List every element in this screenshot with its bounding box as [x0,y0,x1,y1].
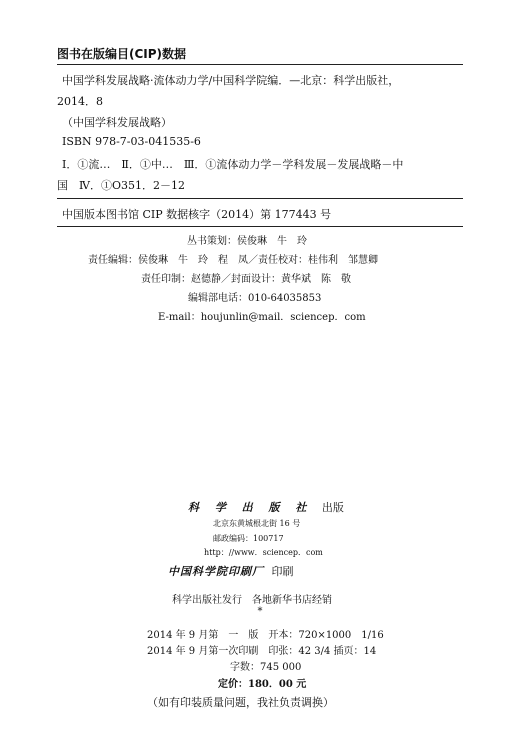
credit-email: E-mail：houjunlin@mail．sciencep．com [158,312,366,323]
cip-classification-line-1: Ⅰ．①流… Ⅱ．①中… Ⅲ．①流体动力学－学科发展－发展战略－中 [62,158,404,171]
quality-notice: （如有印装质量问题，我社负责调换） [147,696,334,709]
publisher-website: http：//www．sciencep．com [204,548,323,557]
word-count: 字数：745 000 [230,662,302,673]
cip-bottom-rule [57,226,463,227]
cip-heading: 图书在版编目(CIP)数据 [57,47,187,61]
credit-editors: 责任编辑：侯俊琳 牛 玲 程 凤／责任校对：桂伟利 邹慧卿 [88,255,378,266]
printer-name-logo: 中国科学院印刷厂 [168,565,264,578]
cip-isbn: ISBN 978-7-03-041535-6 [62,135,201,148]
printer-suffix: 印刷 [271,565,294,578]
credit-planning: 丛书策划：侯俊琳 牛 玲 [187,236,307,247]
price: 定价：180．00 元 [218,679,307,690]
cip-verify-number: 中国版本图书馆 CIP 数据核字（2014）第 177443 号 [62,208,332,221]
credit-printing: 责任印制：赵德静／封面设计：黄华斌 陈 敬 [141,274,351,285]
publisher-postcode: 邮政编码：100717 [213,534,284,543]
printer-line [168,563,294,579]
publisher-name-logo: 科 学 出 版 社 [188,501,313,514]
cip-title-line-2: 2014．8 [57,95,103,108]
cip-middle-rule [57,198,463,199]
publisher-line [188,499,344,515]
edition-line-1: 2014 年 9 月第 一 版 开本：720×1000 1/16 [147,630,384,641]
publisher-suffix: 出版 [321,501,344,514]
separator-star: * [257,606,263,617]
publisher-address: 北京东黄城根北街 16 号 [213,519,301,528]
credit-phone: 编辑部电话：010-64035853 [188,293,322,304]
distribution: 科学出版社发行 各地新华书店经销 [172,595,332,606]
cip-series: （中国学科发展战略） [62,116,172,129]
cip-classification-line-2: 国 Ⅳ．①O351．2－12 [57,179,185,192]
cip-top-rule [57,64,463,65]
edition-line-2: 2014 年 9 月第一次印刷 印张：42 3/4 插页：14 [147,646,377,657]
cip-title-line-1: 中国学科发展战略·流体动力学/中国科学院编．—北京：科学出版社， [62,74,400,87]
